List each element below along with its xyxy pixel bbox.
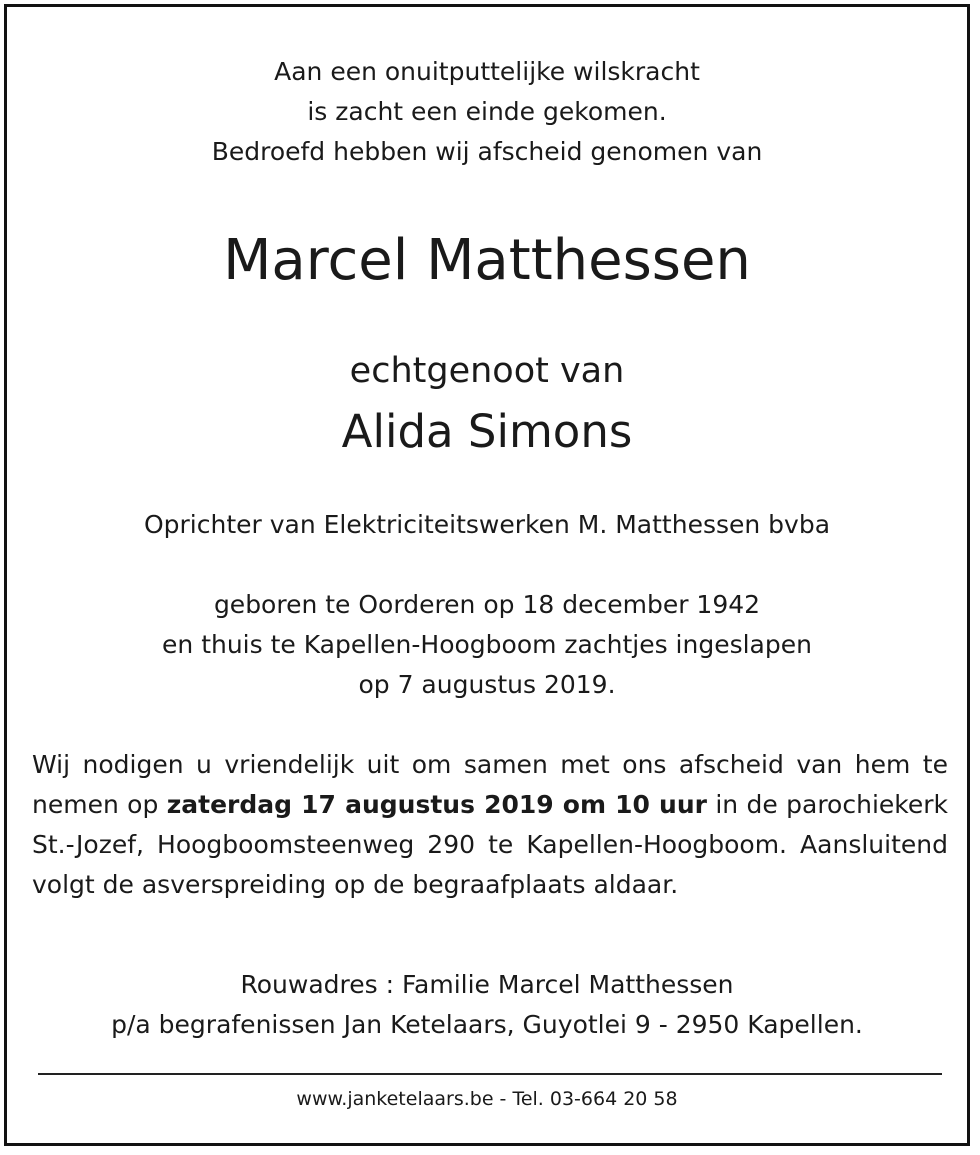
intro-line-2: is zacht een einde gekomen. xyxy=(307,97,667,126)
death-date-line: op 7 augustus 2019. xyxy=(358,670,616,699)
footer-divider xyxy=(38,1073,942,1075)
service-datetime: zaterdag 17 augustus 2019 om 10 uur xyxy=(166,790,707,819)
deceased-name: Marcel Matthessen xyxy=(223,228,751,293)
founder-role: Oprichter van Elektriciteitswerken M. Matthessen bvba xyxy=(143,510,831,539)
mourning-address-line-2: p/a begrafenissen Jan Ketelaars, Guyotlei 9 - 2950 Kapellen. xyxy=(111,1010,863,1039)
death-line: en thuis te Kapellen-Hoogboom zachtjes ingeslapen xyxy=(162,630,812,659)
spouse-label: echtgenoot van xyxy=(349,351,625,391)
invitation-text-start: Wij nodigen u vriendelijk uit om samen met ons afscheid van hem te nemen op xyxy=(32,750,948,819)
invitation-text-end: in de parochiekerk St.-Jozef, Hoogboomsteenweg 290 te Kapellen-Hoogboom. Aansluitend volgt de asverspreiding op de begraafplaats aldaar. xyxy=(32,790,948,899)
footer-contact: www.janketelaars.be - Tel. 03-664 20 58 xyxy=(296,1088,678,1110)
intro-line-3: Bedroefd hebben wij afscheid genomen van xyxy=(211,137,763,166)
birth-line: geboren te Oorderen op 18 december 1942 xyxy=(213,590,761,619)
intro-line-1: Aan een onuitputtelijke wilskracht xyxy=(274,57,700,86)
spouse-name: Alida Simons xyxy=(341,405,633,458)
mourning-address-line-1: Rouwadres : Familie Marcel Matthessen xyxy=(240,970,734,999)
invitation-paragraph xyxy=(32,745,948,905)
